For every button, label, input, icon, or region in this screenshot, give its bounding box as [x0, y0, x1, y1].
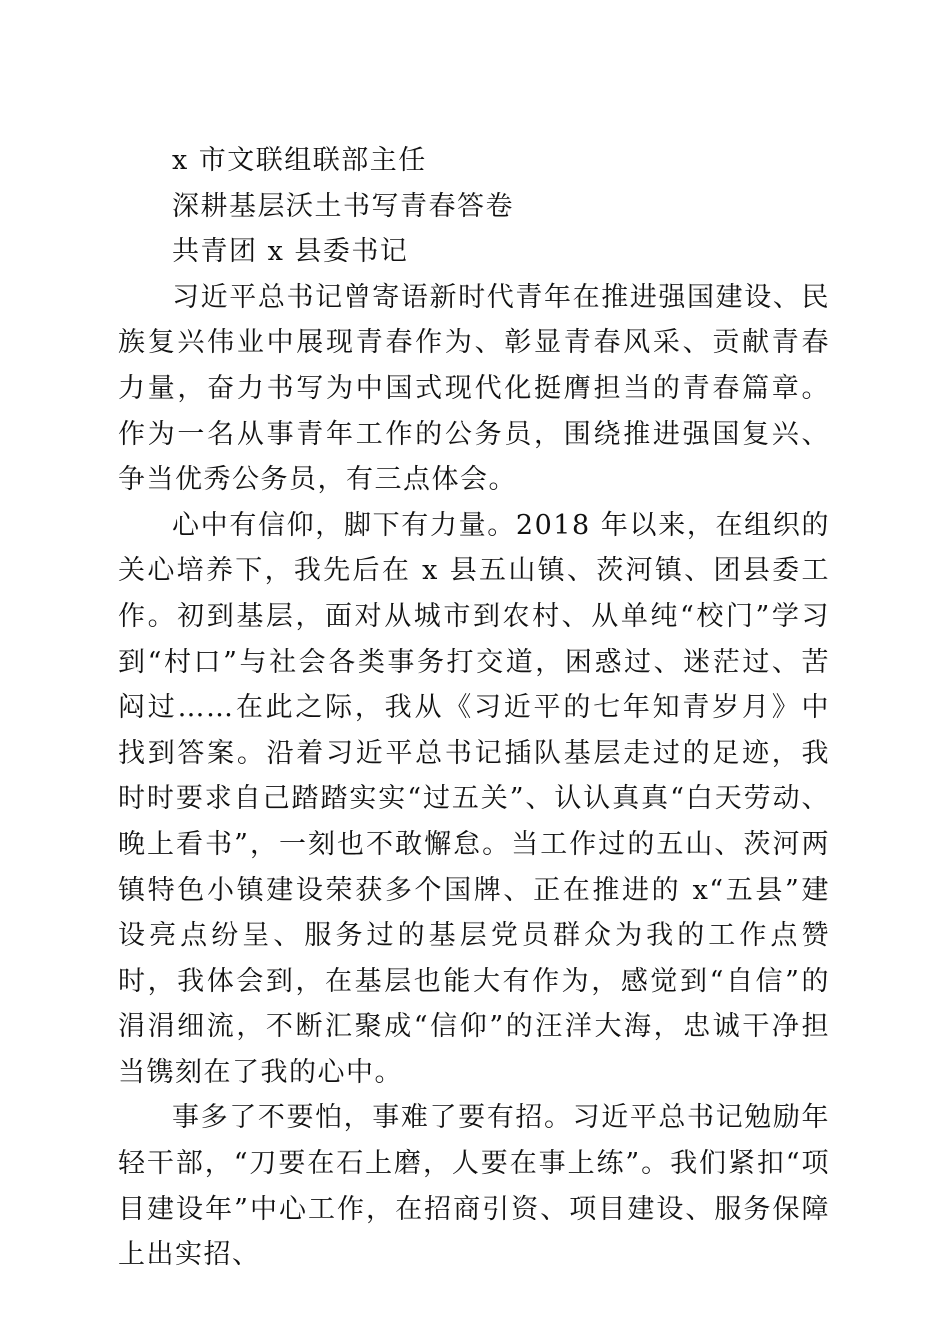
author-affiliation-2: 共青团 x 县委书记 [172, 236, 409, 268]
author-affiliation-1: x 市文联组联部主任 [172, 145, 427, 176]
document-body [118, 138, 830, 1278]
paragraph-intro: 习近平总书记曾寄语新时代青年在推进强国建设、民族复兴伟业中展现青春作为、彰显青春风采、贡献青春力量，奋力书写为中国式现代化挺膺担当的青春篇章。作为一名从事青年工作的公务员，围绕推进强国复兴、争当优秀公务员，有三点体会。 [118, 281, 830, 496]
article-title: 深耕基层沃土书写青春答卷 [172, 190, 514, 222]
paragraph-challenges: 事多了不要怕，事难了要有招。习近平总书记勉励年轻干部，“刀要在石上磨，人要在事上练”。我们紧扣“项目建设年”中心工作，在招商引资、项目建设、服务保障上出实招、 [118, 1102, 830, 1271]
paragraph-faith: 心中有信仰，脚下有力量。2018 年以来，在组织的关心培养下，我先后在 x 县五山镇、茨河镇、团县委工作。初到基层，面对从城市到农村、从单纯“校门”学习到“村口”与社会各类事务打交道，困惑过、迷茫过、苦闷过……在此之际，我从《习近平的七年知青岁月》中找到答案。沿着习近平总书记插队基层走过的足迹，我时时要求自己踏踏实实“过五关”、认认真真“白天劳动、晚上看书”，一刻也不敢懈怠。当工作过的五山、茨河两镇特色小镇建设荣获多个国牌、正在推进的 x“五县”建设亮点纷呈、服务过的基层党员群众为我的工作点赞时，我体会到，在基层也能大有作为，感觉到“自信”的涓涓细流，不断汇聚成“信仰”的汪洋大海，忠诚干净担当镌刻在了我的心中。 [118, 509, 830, 1088]
